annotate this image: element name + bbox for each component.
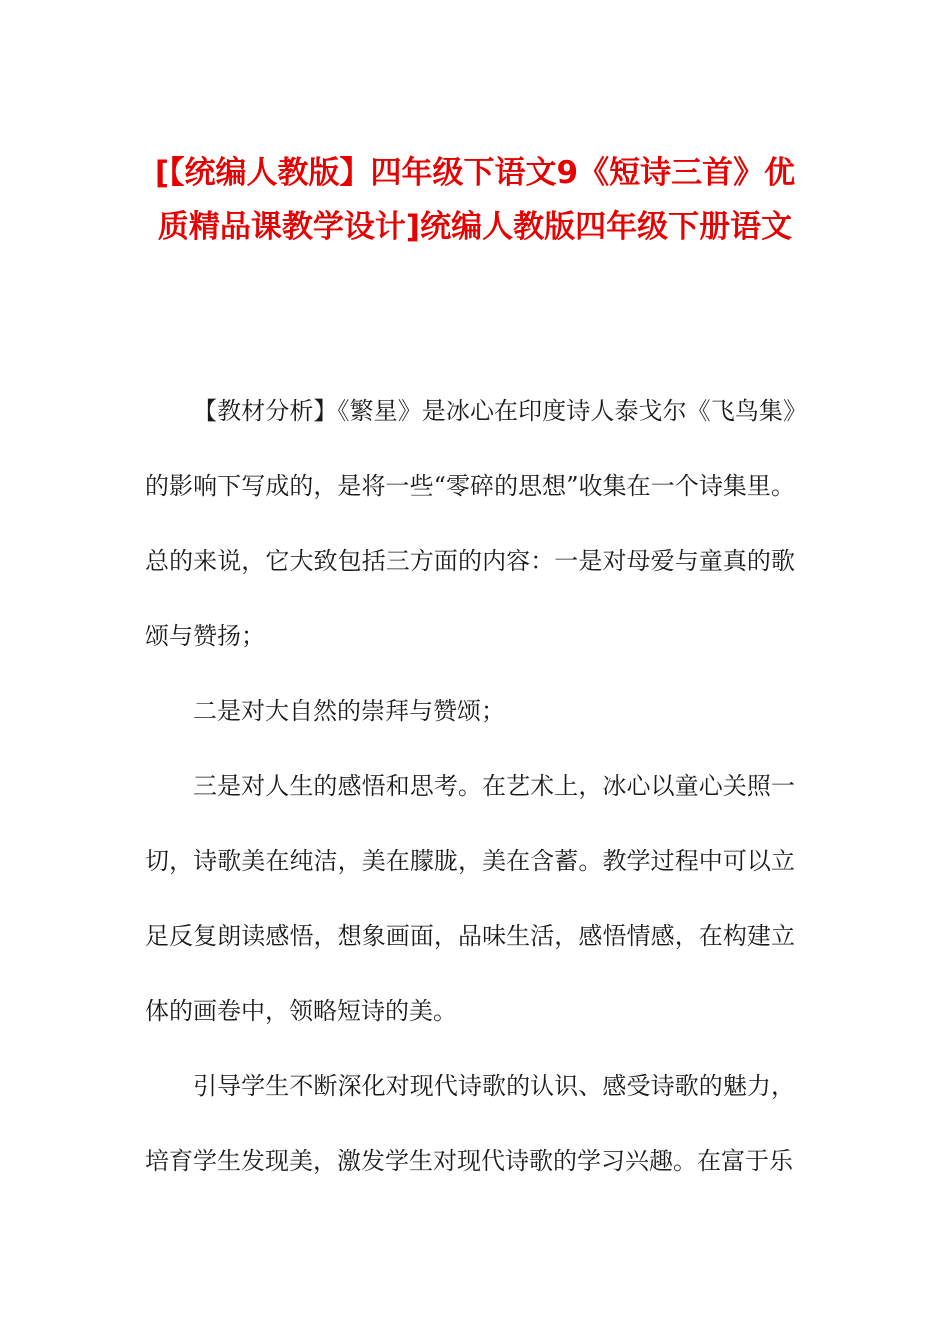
document-title: [【统编人教版】四年级下语文9《短诗三首》优质精品课教学设计]统编人教版四年级下册语文: [154, 155, 796, 245]
paragraph-guidance: 引导学生不断深化对现代诗歌的认识、感受诗歌的魅力，培育学生发现美，激发学生对现代诗歌的学习兴趣。在富于乐: [145, 1072, 795, 1175]
paragraph-nature: 二是对大自然的崇拜与赞颂；: [193, 697, 505, 725]
paragraph-textbook-analysis: 【教材分析】《繁星》是冰心在印度诗人泰戈尔《飞鸟集》的影响下写成的，是将一些“零碎的思想”收集在一个诗集里。总的来说，它大致包括三方面的内容：一是对母爱与童真的歌颂与赞扬；: [145, 397, 795, 650]
document-body: [145, 374, 795, 1199]
paragraph-life-reflection: 三是对人生的感悟和思考。在艺术上，冰心以童心关照一切，诗歌美在纯洁，美在朦胧，美在含蓄。教学过程中可以立足反复朗读感悟，想象画面，品味生活，感悟情感，在构建立体的画卷中，领略短诗的美。: [145, 772, 795, 1025]
